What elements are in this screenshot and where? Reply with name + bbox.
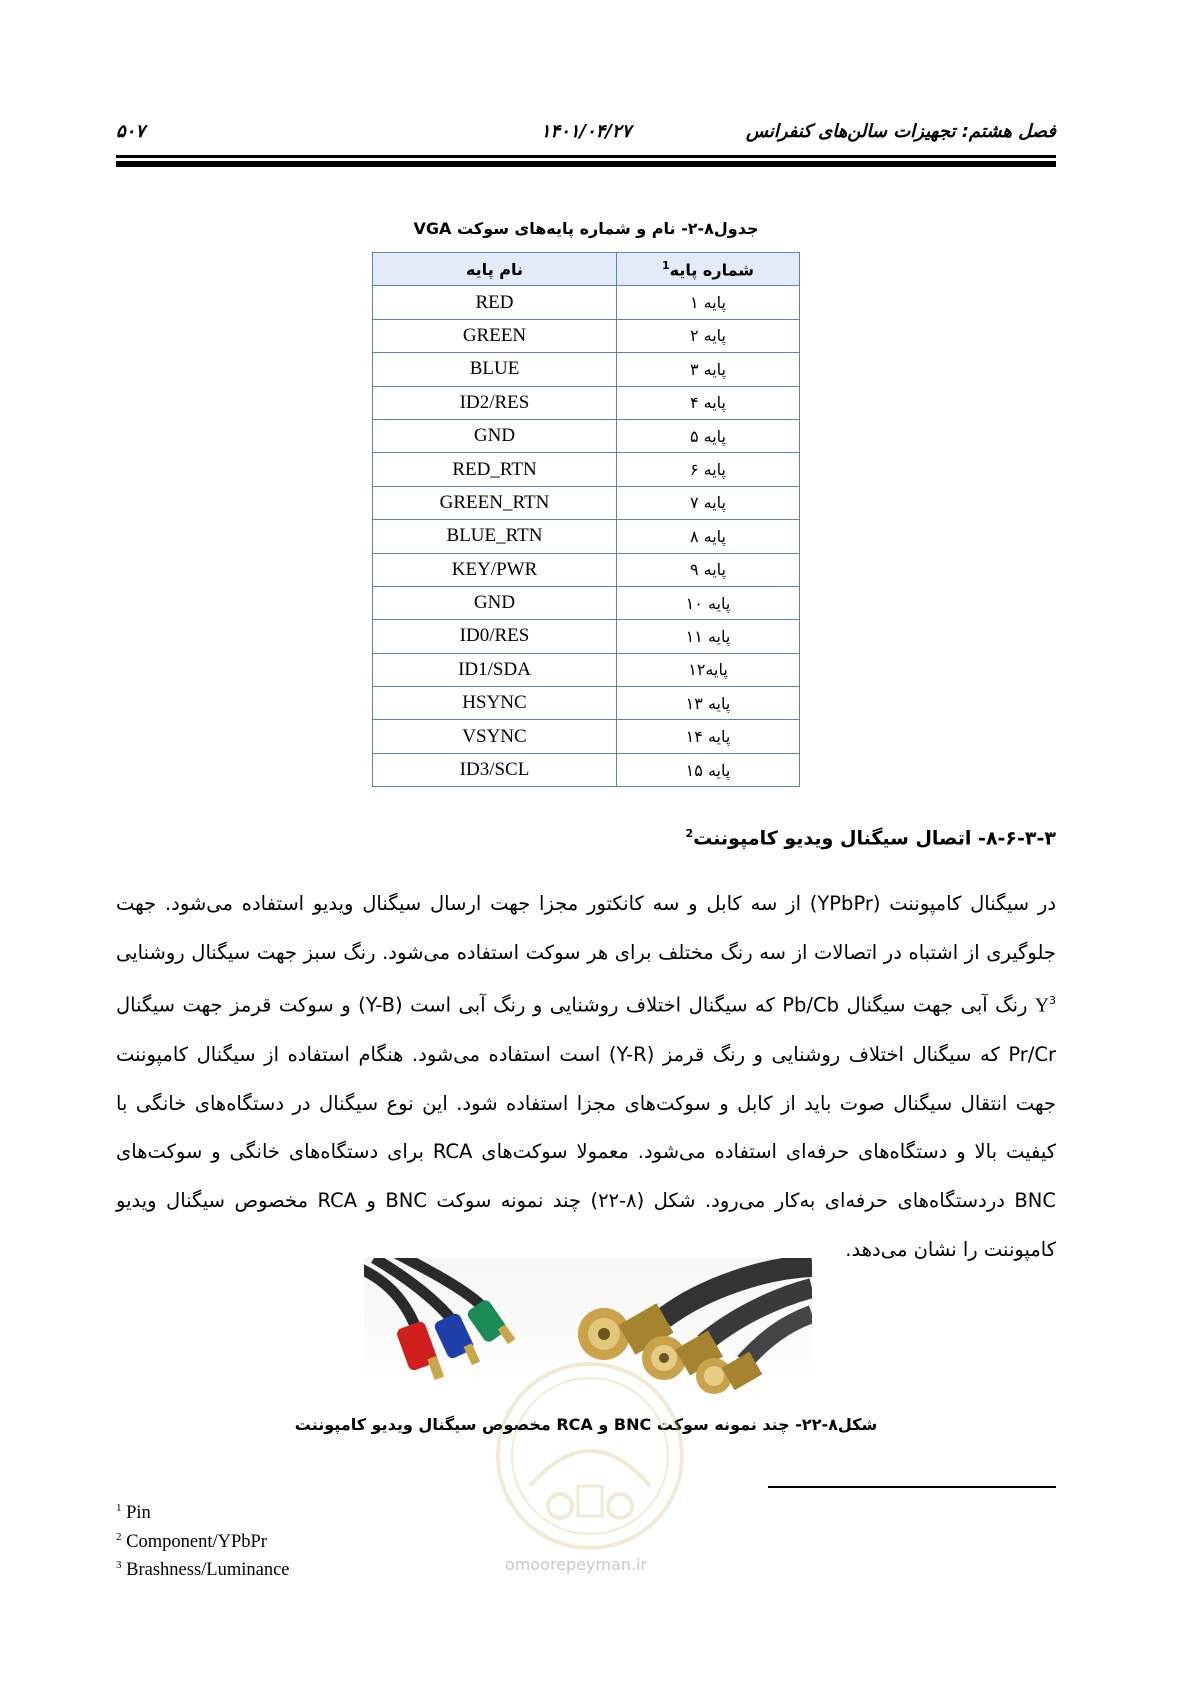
header-date: ۱۴۰۱/۰۴/۲۷ [540, 121, 632, 142]
footnote-ref: 3 [1049, 994, 1057, 1008]
table-row [373, 286, 800, 319]
footnote-rule [768, 1486, 1056, 1488]
table-row [373, 753, 800, 786]
pin-name-cell: GND [373, 586, 617, 619]
pin-number-cell: پایه ۷ [617, 486, 800, 519]
table-row [373, 687, 800, 720]
pin-name-cell: ID1/SDA [373, 653, 617, 686]
table-header-row [373, 253, 800, 286]
pin-name-cell: VSYNC [373, 720, 617, 753]
chapter-title: فصل هشتم: تجهیزات سالن‌های کنفرانس [745, 121, 1056, 142]
table-row [373, 586, 800, 619]
table-body [373, 286, 800, 787]
pin-name-cell: KEY/PWR [373, 553, 617, 586]
pin-name-cell: GREEN [373, 319, 617, 352]
watermark-text: omoorepeyman.ir [505, 1555, 648, 1574]
pin-name-cell: BLUE_RTN [373, 520, 617, 553]
pin-number-cell: پایه ۹ [617, 553, 800, 586]
pin-name-cell: GREEN_RTN [373, 486, 617, 519]
pin-number-cell: پایه ۴ [617, 386, 800, 419]
pin-number-cell: پایه ۳ [617, 353, 800, 386]
pin-name-cell: ID2/RES [373, 386, 617, 419]
figure-caption: شکل۸-۲۲- چند نمونه سوکت BNC و RCA مخصوص سیگنال ویدیو کامپوننت [294, 1415, 878, 1434]
table-row [373, 419, 800, 452]
table-row [373, 486, 800, 519]
footnote-item: $^2$ Component/YPbPr [116, 1530, 267, 1552]
table-caption: جدول۸-۲- نام و شماره پایه‌های سوکت VGA [413, 219, 759, 238]
pin-number-cell: پایه ۶ [617, 453, 800, 486]
body-paragraph: در سیگنال کامپوننت (YPbPr) از سه کابل و سه کانکتور مجزا جهت ارسال سیگنال ویدیو استفاده می‌شود. جهت جلوگیری از اشتباه در اتصالات از سه رنگ مختلف برای هر سوکت استفاده می‌شود. رنگ سبز جهت سیگنال روشنایی Y$^3$ رنگ آبی جهت سیگنال Pb/Cb که سیگنال اختلاف روشنایی و رنگ آبی است (Y-B) و سوکت قرمز جهت سیگنال Pr/Cr که سیگنال اختلاف روشنایی و رنگ قرمز (Y-R) است استفاده می‌شود. هنگام استفاده از سیگنال کامپوننت جهت انتقال سیگنال صوت باید از کابل و سوکت‌های مجزا استفاده شود. این نوع سیگنال در دستگاه‌های خانگی با کیفیت بالا و دستگاه‌های حرفه‌ای استفاده می‌شود. معمولا سوکت‌های RCA برای دستگاه‌های خانگی و سوکت‌های BNC دردستگاه‌های حرفه‌ای به‌کار می‌رود. شکل (۸-۲۲) چند نمونه سوکت BNC و RCA مخصوص سیگنال ویدیو کامپوننت را نشان می‌دهد. [116, 892, 1057, 1261]
vga-pin-table [372, 252, 800, 787]
pin-name-cell: RED_RTN [373, 453, 617, 486]
table-row [373, 720, 800, 753]
table-row [373, 620, 800, 653]
footnote-item: $^3$ Brashness/Luminance [116, 1559, 290, 1581]
table-row [373, 553, 800, 586]
watermark-seal-icon [490, 1356, 690, 1556]
footnotes [116, 1497, 290, 1583]
pin-number-cell: پایه ۱۵ [617, 753, 800, 786]
col-header-pin-name: نام پایه [373, 253, 617, 286]
footnote-ref: 2 [685, 827, 694, 840]
pin-name-cell: HSYNC [373, 687, 617, 720]
pin-name-cell: ID0/RES [373, 620, 617, 653]
pin-name-cell: BLUE [373, 353, 617, 386]
pin-number-cell: پایه ۱۱ [617, 620, 800, 653]
pin-number-cell: پایه۱۲ [617, 653, 800, 686]
pin-name-cell: RED [373, 286, 617, 319]
pin-name-cell: ID3/SCL [373, 753, 617, 786]
table-row [373, 520, 800, 553]
col-header-pin-number: شماره پایه$^1$ [617, 253, 800, 286]
pin-number-cell: پایه ۱ [617, 286, 800, 319]
table-row [373, 386, 800, 419]
footnote-ref: 1 [661, 259, 670, 273]
table-row [373, 453, 800, 486]
pin-number-cell: پایه ۵ [617, 419, 800, 452]
pin-number-cell: پایه ۱۰ [617, 586, 800, 619]
pin-number-cell: پایه ۲ [617, 319, 800, 352]
page-header [116, 121, 1056, 151]
table-row [373, 319, 800, 352]
table-row [373, 653, 800, 686]
pin-number-cell: پایه ۱۳ [617, 687, 800, 720]
page-number: ۵۰۷ [116, 121, 146, 142]
pin-number-cell: پایه ۸ [617, 520, 800, 553]
pin-name-cell: GND [373, 419, 617, 452]
section-heading: ۸-۶-۳-۳- اتصال سیگنال ویدیو کامپوننت$^2$ [685, 827, 1056, 850]
table-row [373, 353, 800, 386]
footnote-item: $^1$ Pin [116, 1502, 151, 1524]
header-rule-thin [116, 155, 1056, 158]
pin-number-cell: پایه ۱۴ [617, 720, 800, 753]
header-rule-thick [116, 161, 1056, 167]
